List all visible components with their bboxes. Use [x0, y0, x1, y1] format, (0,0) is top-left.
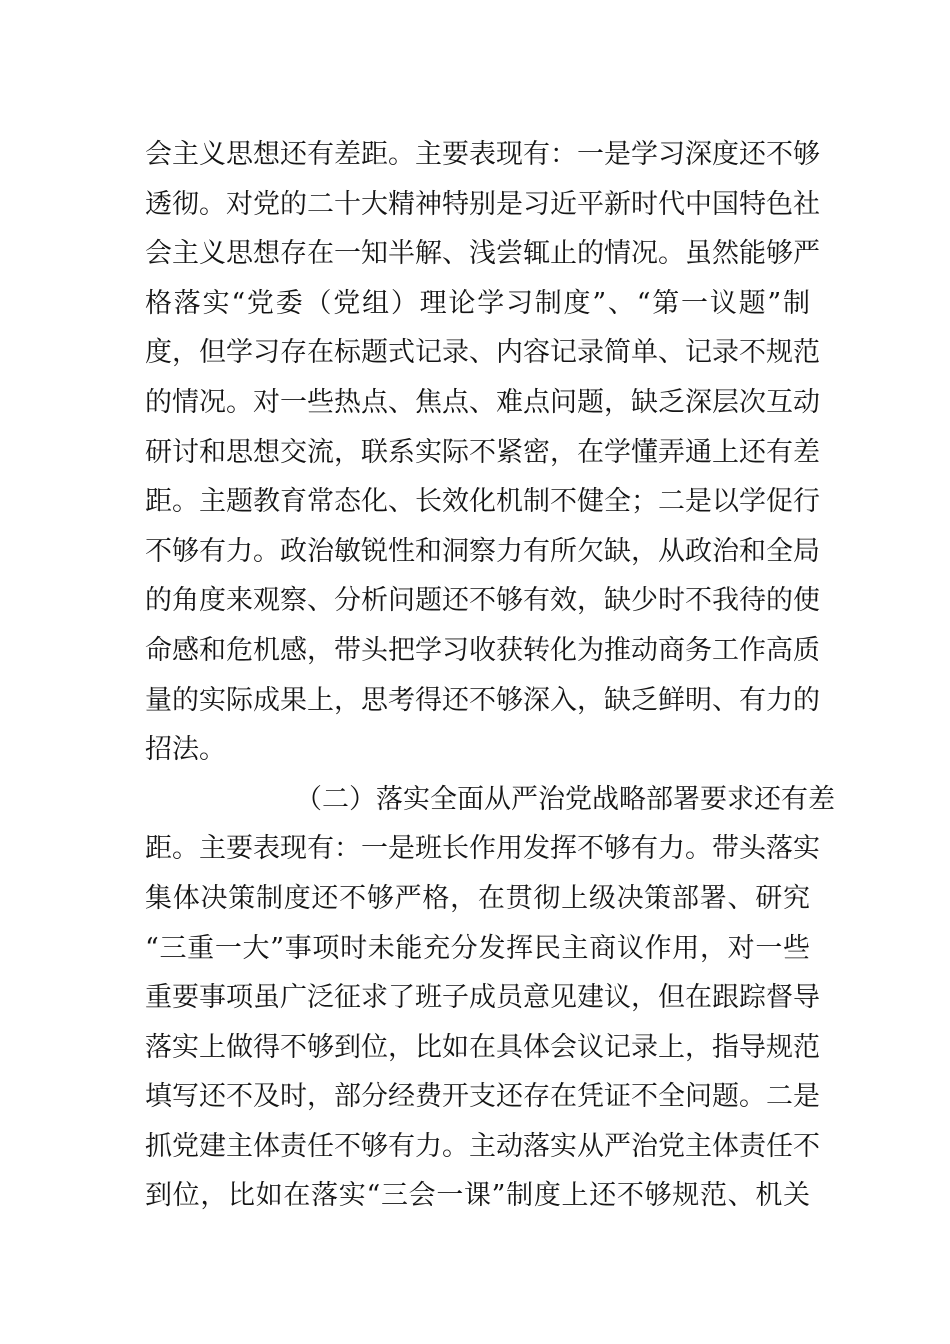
text-line: 距。主题教育常态化、长效化机制不健全；二是以学促行 [145, 486, 820, 518]
text-line: 招法。 [145, 734, 226, 766]
text-line: 不够有力。政治敏锐性和洞察力有所欠缺，从政治和全局 [145, 535, 820, 567]
text-line: 到位，比如在落实“三会一课”制度上还不够规范、机关 [145, 1180, 810, 1212]
text-line: 量的实际成果上，思考得还不够深入，缺乏鲜明、有力的 [145, 684, 820, 716]
body-text [145, 130, 835, 1221]
text-line: 落实上做得不够到位，比如在具体会议记录上，指导规范 [145, 1031, 820, 1063]
text-line: 距。主要表现有：一是班长作用发挥不够有力。带头落实 [145, 833, 820, 865]
text-line: 度，但学习存在标题式记录、内容记录简单、记录不规范 [145, 337, 820, 369]
paragraph-2 [145, 775, 835, 1221]
text-line: 抓党建主体责任不够有力。主动落实从严治党主体责任不 [145, 1130, 820, 1162]
text-line: 会主义思想还有差距。主要表现有：一是学习深度还不够 [145, 139, 820, 170]
text-line: 透彻。对党的二十大精神特别是习近平新时代中国特色社 [145, 188, 820, 220]
section-heading-line: （二）落实全面从严治党战略部署要求还有差 [295, 783, 835, 815]
text-line: 会主义思想存在一知半解、浅尝辄止的情况。虽然能够严 [145, 238, 820, 270]
text-line: 集体决策制度还不够严格，在贯彻上级决策部署、研究 [145, 882, 810, 914]
text-line: 格落实“党委（党组）理论学习制度”、“第一议题”制 [145, 287, 810, 319]
text-line: 的角度来观察、分析问题还不够有效，缺少时不我待的使 [145, 585, 820, 617]
text-line: 的情况。对一些热点、焦点、难点问题，缺乏深层次互动 [145, 386, 820, 418]
paragraph-1 [145, 130, 820, 775]
text-line: 重要事项虽广泛征求了班子成员意见建议，但在跟踪督导 [145, 982, 820, 1014]
text-line: 填写还不及时，部分经费开支还存在凭证不全问题。二是 [145, 1081, 820, 1113]
text-line: “三重一大”事项时未能充分发挥民主商议作用，对一些 [145, 932, 810, 964]
text-line: 命感和危机感，带头把学习收获转化为推动商务工作高质 [145, 634, 820, 666]
text-line: 研讨和思想交流，联系实际不紧密，在学懂弄通上还有差 [145, 436, 820, 468]
